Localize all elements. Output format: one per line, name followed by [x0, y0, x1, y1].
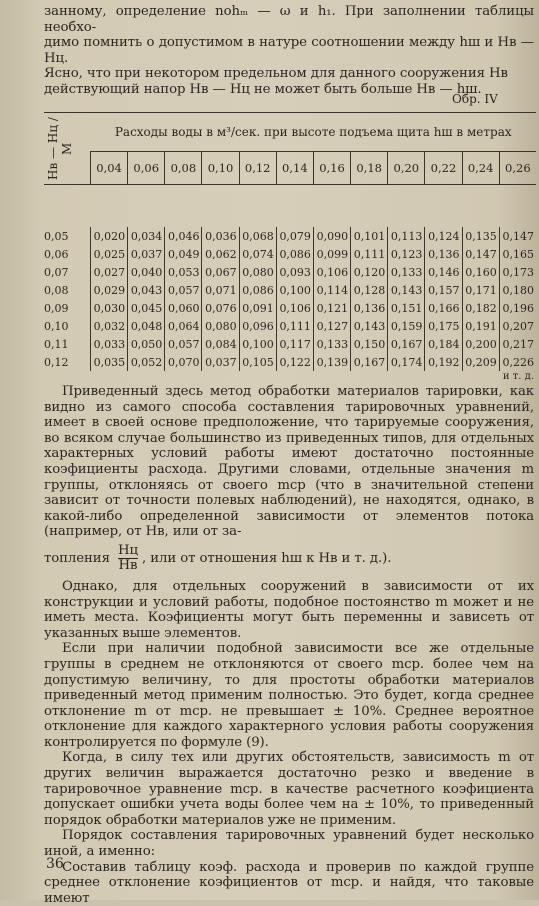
table-cell: 0,184	[425, 335, 462, 353]
table-cell: 0,068	[239, 227, 276, 245]
paragraph-4: Когда, в силу тех или других обстоятельств, зависимость m от других величин выражается достаточно резко и введение в тарировочное уравнение mср. в качестве расчетного коэфициента допускает ошибки учета воды более чем на ± 10%, то приведенный порядок обработки материалов уже не применим.	[44, 750, 534, 828]
table-row	[44, 245, 536, 263]
table-cell: 0,157	[425, 281, 462, 299]
table-etc-row	[44, 371, 536, 382]
table-cell: 0,192	[425, 353, 462, 371]
table-cell: 0,171	[462, 281, 499, 299]
column-header: 0,22	[425, 152, 462, 185]
column-header: 0,20	[388, 152, 425, 185]
table-cell: 0,113	[388, 227, 425, 245]
table-cell: 0,127	[313, 317, 350, 335]
table-cell: 0,020	[91, 227, 128, 245]
column-header: 0,04	[91, 152, 128, 185]
table-cell: 0,217	[499, 335, 536, 353]
table-cell: 0,128	[351, 281, 388, 299]
column-header: 0,12	[239, 152, 276, 185]
column-header: 0,08	[165, 152, 202, 185]
table-cell: 0,057	[165, 335, 202, 353]
table-etc-note: и т. д.	[502, 371, 534, 382]
table-row	[44, 263, 536, 281]
table-row	[44, 299, 536, 317]
table-cell: 0,035	[91, 353, 128, 371]
table-cell: 0,167	[388, 335, 425, 353]
table-cell: 0,071	[202, 281, 239, 299]
table-cell: 0,100	[276, 281, 313, 299]
table-cell: 0,146	[425, 263, 462, 281]
side-header-text: Нв — Нц / М	[46, 117, 74, 180]
table-cell: 0,180	[499, 281, 536, 299]
table-row	[44, 317, 536, 335]
table-cell: 0,117	[276, 335, 313, 353]
table-cell: 0,173	[499, 263, 536, 281]
row-head-value: 0,10	[44, 319, 69, 333]
table-cell: 0,040	[128, 263, 165, 281]
row-head-value: 0,06	[44, 247, 69, 261]
table-cell: 0,167	[351, 353, 388, 371]
paragraph-3: Если при наличии подобной зависимости все же отдельные группы в среднем не отклоняются от своего mср. более чем на допустимую величину, то для простоты обработки материалов приведенный метод применим полностью. Это будет, когда среднее отклонение m от mср. не превышает ± 10%. Среднее вероятное отклонение для каждого характерного условия работы сооружения контролируется по формуле (9).	[44, 641, 534, 750]
paragraph-6: Составив таблицу коэф. расхода и проверив по каждой группе среднее отклонение коэфициентов от mср. и найдя, что таковые имеют	[44, 859, 534, 906]
table-cell: 0,133	[313, 335, 350, 353]
column-header: 0,16	[313, 152, 350, 185]
fraction	[118, 544, 138, 573]
table-cell: 0,174	[388, 353, 425, 371]
table-cell: 0,123	[388, 245, 425, 263]
intro-line-4: действующий напор Нв — Нц не может быть больше Нв — hш.	[44, 81, 482, 97]
paragraph-1-end	[44, 544, 534, 573]
table-main-header: Расходы воды в м³/сек. при высоте подъема щита hш в метрах	[91, 113, 537, 152]
table-cell: 0,037	[202, 353, 239, 371]
table-cell: 0,175	[425, 317, 462, 335]
discharge-table	[44, 112, 536, 382]
column-header: 0,14	[276, 152, 313, 185]
table-cell: 0,090	[313, 227, 350, 245]
table-cell: 0,060	[165, 299, 202, 317]
table-cell: 0,096	[239, 317, 276, 335]
frac-prefix: топления	[44, 550, 110, 566]
table-cell: 0,032	[91, 317, 128, 335]
table-cell: 0,033	[91, 335, 128, 353]
page-number: 36	[46, 856, 64, 872]
table-cell: 0,165	[499, 245, 536, 263]
paragraph-2: Однако, для отдельных сооружений в зависимости от их конструкции и условий работы, подобное постоянство m может и не иметь места. Коэфициенты могут быть переменны и зависеть от указанных выше элементов.	[44, 578, 534, 641]
table-body	[44, 185, 536, 383]
table-cell: 0,034	[128, 227, 165, 245]
table-cell: 0,105	[239, 353, 276, 371]
column-header: 0,18	[351, 152, 388, 185]
table-cell: 0,114	[313, 281, 350, 299]
table-cell: 0,074	[239, 245, 276, 263]
table-cell: 0,091	[239, 299, 276, 317]
table-cell: 0,106	[313, 263, 350, 281]
table-cell: 0,196	[499, 299, 536, 317]
table-cell: 0,111	[351, 245, 388, 263]
frac-suffix: , или от отношения hш к Нв и т. д.).	[141, 550, 392, 566]
row-head-value: 0,12	[44, 355, 69, 369]
table-cell: 0,136	[425, 245, 462, 263]
table-row	[44, 281, 536, 299]
table-cell: 0,046	[165, 227, 202, 245]
table-cell: 0,049	[165, 245, 202, 263]
table-cell: 0,124	[425, 227, 462, 245]
table-cell: 0,101	[351, 227, 388, 245]
table-side-header	[44, 113, 91, 185]
table-cell: 0,200	[462, 335, 499, 353]
table-cell: 0,037	[128, 245, 165, 263]
table-cell: 0,050	[128, 335, 165, 353]
table-cell: 0,147	[462, 245, 499, 263]
table-cell: 0,064	[165, 317, 202, 335]
table-cell: 0,099	[313, 245, 350, 263]
table-cell: 0,151	[388, 299, 425, 317]
table-cell: 0,076	[202, 299, 239, 317]
column-header: 0,24	[462, 152, 499, 185]
table-cell: 0,191	[462, 317, 499, 335]
table-row	[44, 227, 536, 245]
table-cell: 0,143	[351, 317, 388, 335]
intro-line-2: димо помнить о допустимом в натуре соотношении между hш и Нв — Нц.	[44, 35, 534, 66]
paragraph-5: Порядок составления тарировочных уравнений будет несколько иной, а именно:	[44, 828, 534, 860]
table-cell: 0,084	[202, 335, 239, 353]
column-header: 0,26	[499, 152, 536, 185]
table-cell: 0,030	[91, 299, 128, 317]
table-cell: 0,086	[276, 245, 313, 263]
table-cell: 0,207	[499, 317, 536, 335]
intro-line-3: Ясно, что при некотором предельном для данного сооружения Нв	[44, 66, 508, 82]
row-head-value: 0,05	[44, 229, 69, 243]
table-cell: 0,070	[165, 353, 202, 371]
table-cell: 0,067	[202, 263, 239, 281]
table-cell: 0,052	[128, 353, 165, 371]
table-cell: 0,027	[91, 263, 128, 281]
table-cell: 0,166	[425, 299, 462, 317]
form-label: Обр. IV	[452, 92, 498, 106]
table-spacer-row	[44, 185, 536, 228]
table-cell: 0,045	[128, 299, 165, 317]
table-cell: 0,135	[462, 227, 499, 245]
table-cell: 0,053	[165, 263, 202, 281]
table-cell: 0,043	[128, 281, 165, 299]
table-row	[44, 353, 536, 371]
column-header: 0,06	[128, 152, 165, 185]
row-head-value: 0,09	[44, 301, 69, 315]
table-cell: 0,106	[276, 299, 313, 317]
row-head-value: 0,07	[44, 265, 69, 279]
table-cell: 0,100	[239, 335, 276, 353]
table-cell: 0,057	[165, 281, 202, 299]
column-header: 0,10	[202, 152, 239, 185]
intro-text	[44, 4, 534, 98]
fraction-numerator: Нц	[118, 542, 138, 558]
table-cell: 0,048	[128, 317, 165, 335]
table-cell: 0,139	[313, 353, 350, 371]
paragraph-1: Приведенный здесь метод обработки материалов тарировки, как видно из самого способа составления тарировочных уравнений, имеет в своей основе предположение, что тарируемые сооружения, во всяком случае большинство из приведенных типов, для отдельных характерных условий работы имеют достаточно постоянные коэфициенты расхода. Другими словами, отдельные значения m группы, отклоняясь от своего mср (что в значительной степени зависит от точности полевых наблюдений), не находятся, однако, в какой-либо определенной зависимости от элементов потока (например, от Нв, или от за-	[44, 384, 534, 540]
table-cell: 0,093	[276, 263, 313, 281]
table-column-headers	[44, 152, 536, 185]
table-cell: 0,150	[351, 335, 388, 353]
table-cell: 0,226	[499, 353, 536, 371]
table-cell: 0,136	[351, 299, 388, 317]
intro-line-1: занному, определение nohₘ — ω и h₁. При заполнении таблицы необхо-	[44, 4, 534, 35]
row-head-value: 0,11	[44, 337, 69, 351]
table-cell: 0,120	[351, 263, 388, 281]
table-cell: 0,111	[276, 317, 313, 335]
body-text	[44, 384, 534, 906]
fraction-denominator: Нв	[118, 557, 138, 573]
table-cell: 0,029	[91, 281, 128, 299]
table-cell: 0,036	[202, 227, 239, 245]
table-row	[44, 335, 536, 353]
table-cell: 0,182	[462, 299, 499, 317]
table-cell: 0,080	[202, 317, 239, 335]
table-cell: 0,121	[313, 299, 350, 317]
table-cell: 0,143	[388, 281, 425, 299]
table-cell: 0,080	[239, 263, 276, 281]
table-cell: 0,025	[91, 245, 128, 263]
table-cell: 0,133	[388, 263, 425, 281]
table-cell: 0,062	[202, 245, 239, 263]
table-cell: 0,086	[239, 281, 276, 299]
table-cell: 0,159	[388, 317, 425, 335]
table-cell: 0,209	[462, 353, 499, 371]
table-cell: 0,160	[462, 263, 499, 281]
table-cell: 0,079	[276, 227, 313, 245]
table-cell: 0,147	[499, 227, 536, 245]
row-head-value: 0,08	[44, 283, 69, 297]
table-cell: 0,122	[276, 353, 313, 371]
